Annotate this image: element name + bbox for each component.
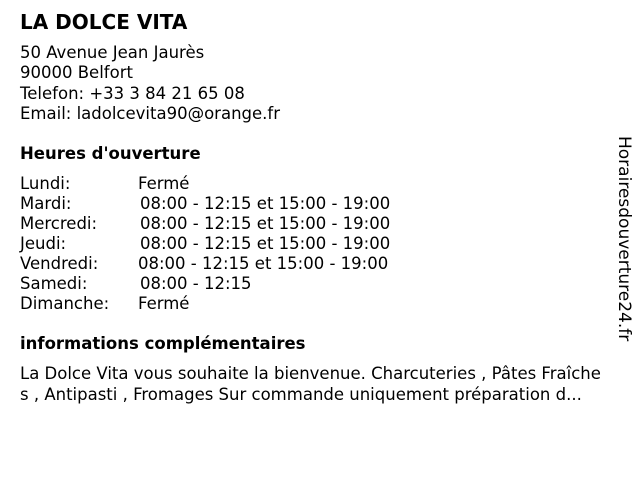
day-label: Jeudi: [20,234,67,253]
hours-heading: Heures d'ouverture [20,144,201,163]
contact-block [20,43,280,124]
day-label: Vendredi: [20,254,99,273]
site-watermark: Horairesdouverture24.fr [614,136,634,342]
info-description [20,364,632,405]
city-postal: 90000 Belfort [20,63,133,83]
time-value: 08:00 - 12:15 [140,274,252,293]
time-value: 08:00 - 12:15 et 15:00 - 19:00 [138,254,389,273]
day-label: Samedi: [20,274,88,293]
time-value: 08:00 - 12:15 et 15:00 - 19:00 [140,214,391,233]
time-value: Fermé [138,174,190,193]
time-value: 08:00 - 12:15 et 15:00 - 19:00 [140,194,391,213]
business-name: LA DOLCE VITA [20,10,188,34]
day-label: Mercredi: [20,214,98,233]
info-heading: informations complémentaires [20,334,306,353]
time-value: 08:00 - 12:15 et 15:00 - 19:00 [140,234,391,253]
day-label: Lundi: [20,174,71,193]
description-line-1: La Dolce Vita vous souhaite la bienvenue. Charcuteries , Pâtes Fraîche [20,364,601,383]
street-address: 50 Avenue Jean Jaurès [20,43,205,62]
phone-number: Telefon: +33 3 84 21 65 08 [20,83,245,103]
description-line-2: s , Antipasti , Fromages Sur commande uniquement préparation d... [20,384,582,404]
email-address: Email: ladolcevita90@orange.fr [20,103,280,123]
time-value: Fermé [138,294,190,313]
day-label: Mardi: [20,194,72,213]
day-label: Dimanche: [20,294,110,313]
